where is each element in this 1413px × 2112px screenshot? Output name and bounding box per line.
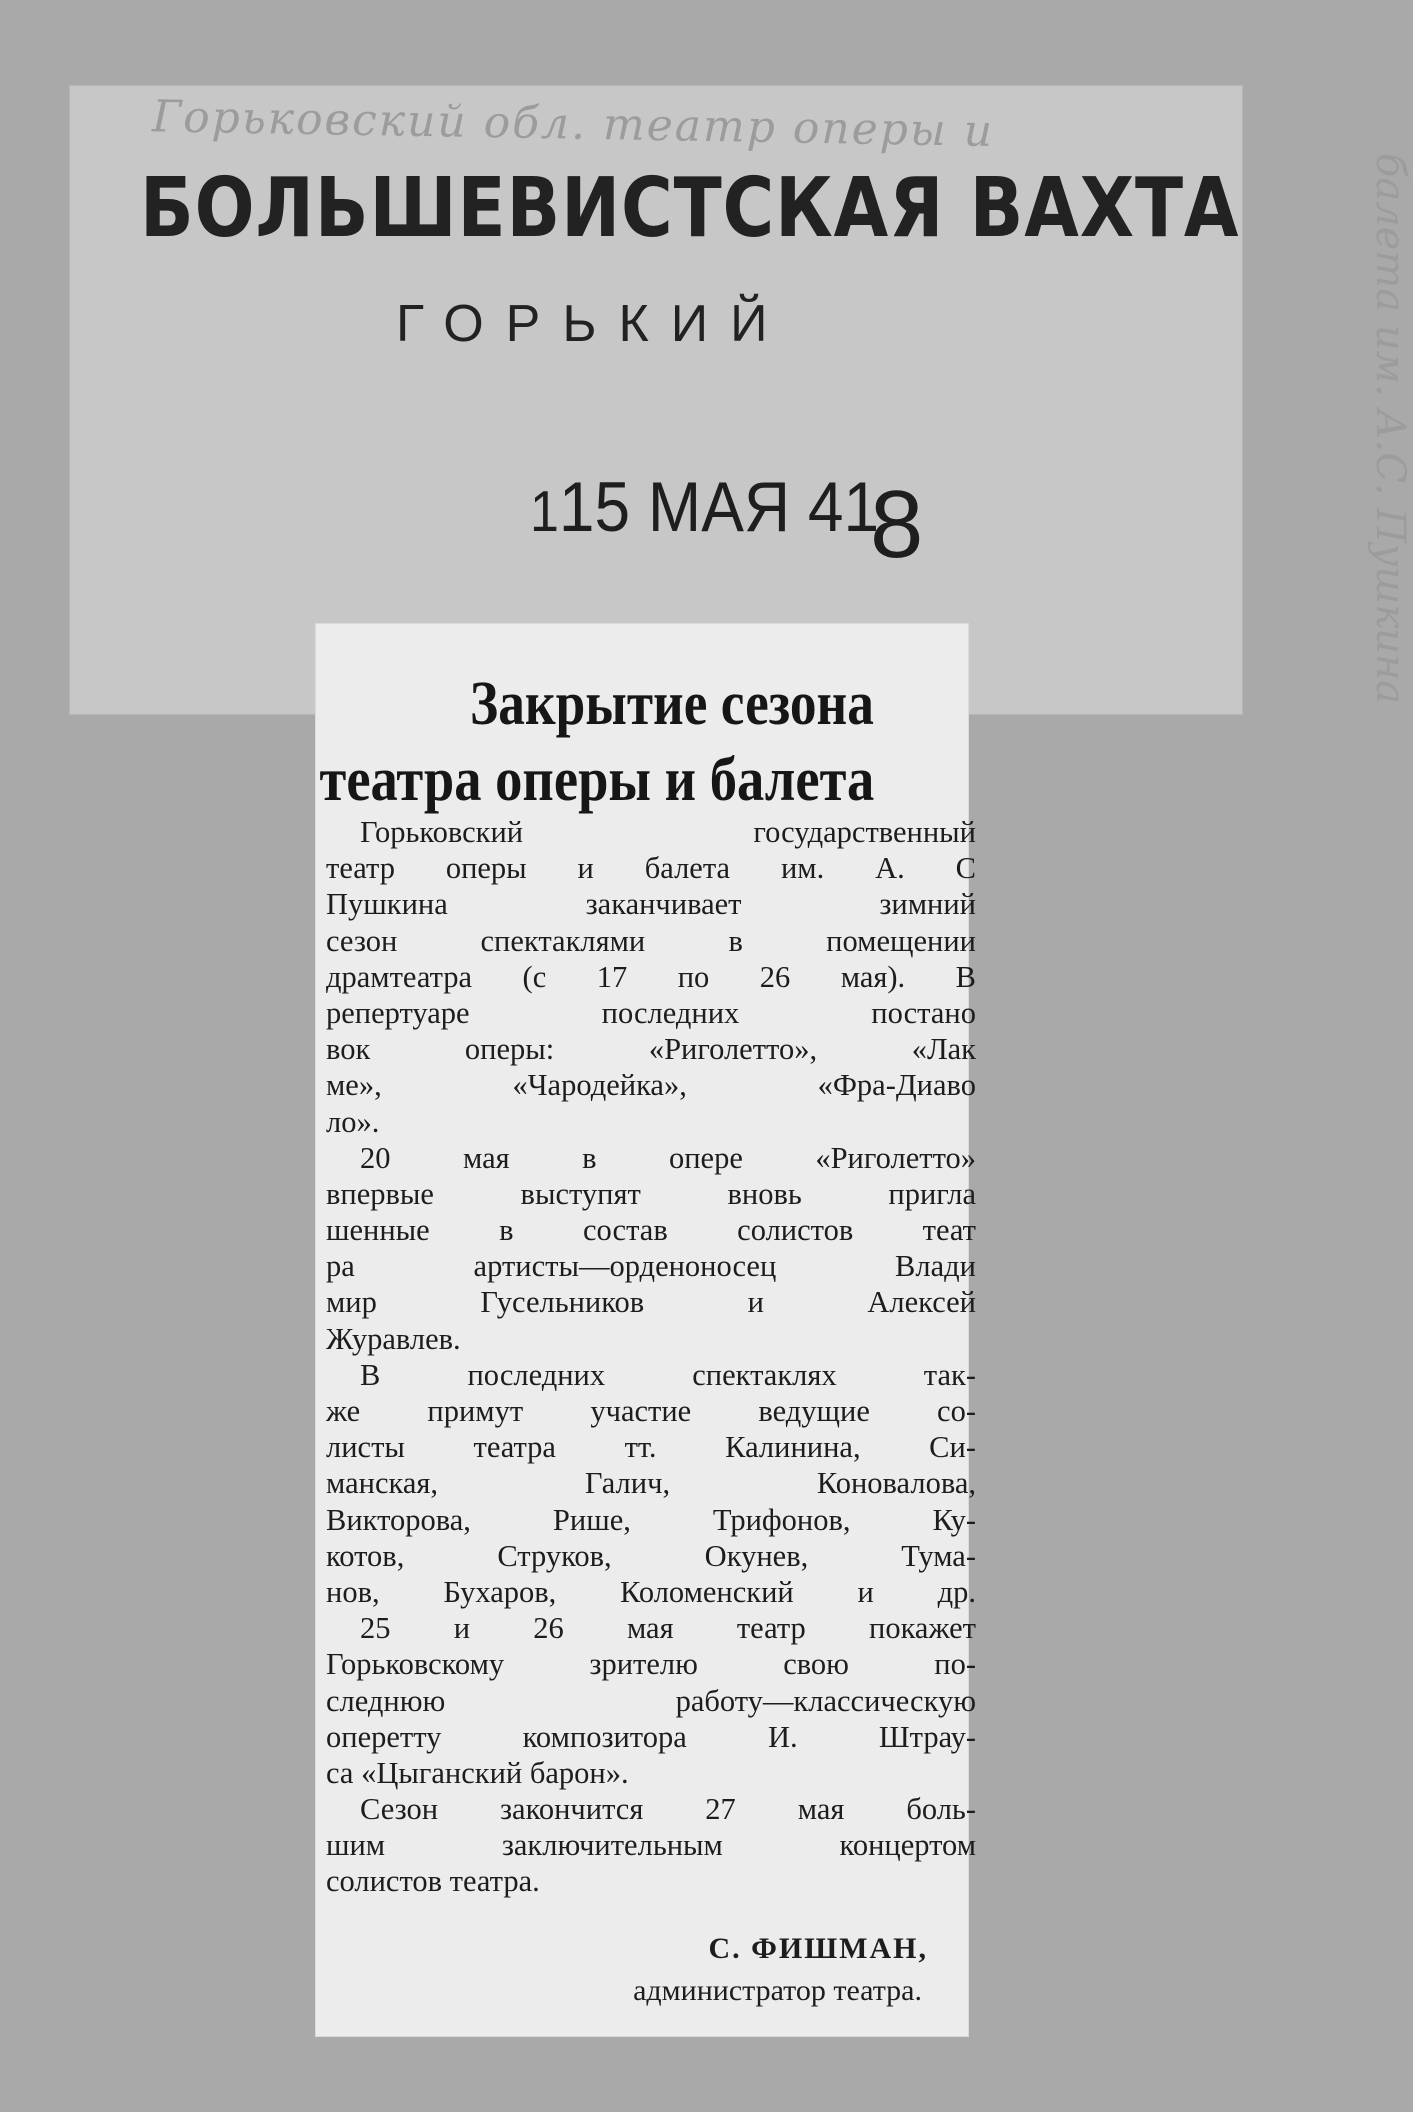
article-line: Викторова, Рише, Трифонов, Ку- (326, 1502, 976, 1537)
author-name: С. ФИШМАН, (708, 1932, 928, 1965)
article-line: Горьковскому зрителю свою по- (326, 1647, 976, 1682)
article-line: ра артисты—орденоносец Влади (326, 1249, 976, 1284)
page-number-stamp: 8 (870, 471, 924, 578)
article-line: впервые выступят вновь пригла (326, 1176, 976, 1211)
headline-line-2: театра оперы и балета (319, 746, 875, 814)
article-line: Сезон закончится 27 мая боль- (360, 1792, 976, 1827)
article-headline (316, 666, 968, 818)
city-stamp: ГОРЬКИЙ (396, 295, 790, 353)
article-line: ло». (326, 1104, 380, 1139)
article-line: мир Гусельников и Алексей (326, 1285, 976, 1320)
article-line: манская, Галич, Коновалова, (326, 1466, 976, 1501)
article-line: солистов театра. (326, 1864, 540, 1899)
article-body (326, 814, 976, 1900)
newspaper-name-stamp: БОЛЬШЕВИСТСКАЯ ВАХТА (140, 161, 1240, 256)
article-signature (316, 1930, 928, 2010)
handwritten-side-annotation: балета им. А.С. Пушкина (1367, 153, 1413, 705)
article-line: нов, Бухаров, Коломенский и др. (326, 1574, 976, 1609)
article-line: Журавлев. (326, 1321, 461, 1356)
article-line: репертуаре последних постано (326, 995, 976, 1030)
article-line: оперетту композитора И. Штрау- (326, 1719, 976, 1754)
date-value: 15 МАЯ 41 (558, 467, 880, 547)
article-line: следнюю работу—классическую (326, 1683, 976, 1718)
headline-line-1: Закрытие сезона (470, 670, 874, 738)
date-prefix: 1 (530, 480, 559, 545)
date-stamp (530, 466, 879, 547)
article-line: же примут участие ведущие со- (326, 1394, 976, 1428)
article-line: 25 и 26 мая театр покажет (360, 1611, 976, 1646)
newspaper-clipping (316, 624, 976, 2036)
article-line: 20 мая в опере «Риголетто» (360, 1140, 976, 1175)
article-line: са «Цыганский барон». (326, 1755, 629, 1790)
article-line: Пушкина заканчивает зимний (326, 887, 976, 922)
article-line: театр оперы и балета им. А. С (326, 851, 976, 886)
article-line: ме», «Чародейка», «Фра-Диаво (326, 1068, 976, 1103)
article-line: котов, Струков, Окунев, Тума- (326, 1538, 976, 1573)
article-line: сезон спектаклями в помещении (326, 923, 976, 958)
article-line: вок оперы: «Риголетто», «Лак (326, 1032, 976, 1067)
article-line: листы театра тт. Калинина, Си- (326, 1430, 976, 1465)
article-line: драмтеатра (с 17 по 26 мая). В (326, 959, 976, 994)
article-line: шим заключительным концертом (326, 1828, 976, 1863)
author-role: администратор театра. (633, 1974, 922, 2007)
handwritten-annotation: Горьковский обл. театр оперы и (151, 91, 995, 157)
article-line: В последних спектаклях так- (360, 1357, 976, 1392)
article-line: шенные в состав солистов теат (326, 1213, 976, 1248)
article-line: Горьковский государственный (360, 815, 976, 849)
